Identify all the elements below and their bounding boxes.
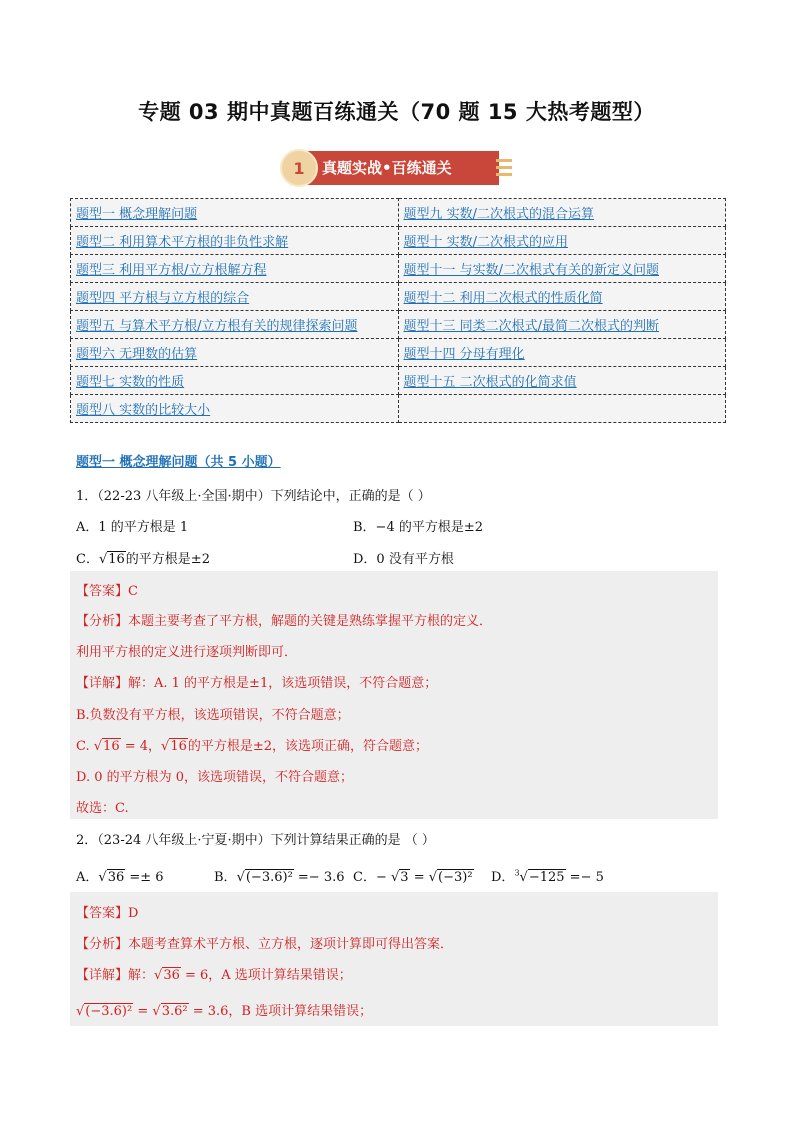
q1-conclusion: 故选：C. [76,801,129,816]
q2-option-c-mid: = [409,870,429,885]
radical-sign: √ [93,739,103,754]
toc-link[interactable]: 题型七 实数的性质 [76,375,185,390]
q1-detail-3-mid: = 4， [120,739,162,754]
q2-option-c [353,866,474,885]
q2-stem: 2．（23-24 八年级上·宁夏·期中）下列计算结果正确的是 （ ） [76,833,435,848]
toc-link[interactable]: 题型十二 利用二次根式的性质化简 [403,291,603,306]
q1-detail-3-prefix: C. [76,739,94,754]
q1-option-c [76,548,210,567]
radicand: 36 [163,968,180,983]
q1-option-b: B．−4 的平方根是±2 [353,520,484,535]
q1-detail-2: B.负数没有平方根，该选项错误，不符合题意； [76,708,350,723]
toc-link[interactable]: 题型十三 同类二次根式/最简二次根式的判断 [403,319,660,334]
radicand: (−3)² [438,870,473,885]
banner-number: 1 [280,149,318,187]
radical-sign: √ [236,870,245,885]
radicand: −125 [528,870,565,885]
q1-option-c-suffix: 的平方根是±2 [125,552,210,567]
q2-option-c-prefix: C．− [353,870,391,885]
banner-stripe [496,159,512,162]
q2-option-d-suffix: =− 5 [565,870,604,885]
q2-option-a [76,866,164,885]
section-heading-link[interactable]: 题型一 概念理解问题（共 5 小题） [76,455,281,470]
q2-option-a-prefix: A． [76,870,99,885]
root-index: 3 [514,868,520,878]
toc-link[interactable]: 题型五 与算术平方根/立方根有关的规律探索问题 [76,319,358,334]
radical-sign: √ [98,552,108,567]
toc-link[interactable]: 题型二 利用算术平方根的非负性求解 [76,235,289,250]
radical-sign: √ [152,1004,161,1019]
q1-analysis-1: 【分析】本题主要考查了平方根，解题的关键是熟练掌握平方根的定义． [76,614,493,629]
q1-answer: 【答案】C [76,584,138,599]
q1-detail-3 [76,735,428,754]
toc-table [70,198,726,423]
q2-detail-1-suffix: = 6，A 选项计算结果错误； [180,968,352,983]
q1-option-d: D．0 没有平方根 [353,552,454,567]
toc-link[interactable]: 题型三 利用平方根/立方根解方程 [76,263,267,278]
q1-stem: 1．（22-23 八年级上·全国·期中）下列结论中，正确的是（ ） [76,489,431,504]
radical-sign: √ [154,968,163,983]
radical-sign: √ [519,870,528,885]
q2-detail-1 [76,964,352,983]
q2-option-d-prefix: D． [491,870,515,885]
banner-stripe [496,166,512,169]
q2-option-b-prefix: B． [214,870,237,885]
radicand: 3.6² [161,1004,188,1019]
page-title: 专题 03 期中真题百练通关（70 题 15 大热考题型） [138,100,655,124]
toc-link[interactable]: 题型十 实数/二次根式的应用 [403,235,569,250]
toc-link[interactable]: 题型一 概念理解问题 [76,207,198,222]
toc-link[interactable]: 题型八 实数的比较大小 [76,403,211,418]
q1-analysis-2: 利用平方根的定义进行逐项判断即可． [76,645,298,660]
toc-link[interactable]: 题型十五 二次根式的化简求值 [403,375,577,390]
radical-sign: √ [428,870,438,885]
radicand: 36 [107,870,125,885]
radical-sign: √ [76,1004,85,1019]
q1-detail-1: 【详解】解：A. 1 的平方根是±1，该选项错误，不符合题意； [76,676,438,691]
q2-option-a-suffix: =± 6 [125,870,164,885]
toc-link[interactable]: 题型十一 与实数/二次根式有关的新定义问题 [403,263,660,278]
toc-link[interactable]: 题型十四 分母有理化 [403,347,525,362]
radicand: 3 [400,870,409,885]
radical-sign: √ [161,739,170,754]
toc-link[interactable]: 题型四 平方根与立方根的综合 [76,291,250,306]
section-banner [280,149,520,187]
q2-detail-1-prefix: 【详解】解： [76,968,155,983]
radical-sign: √ [98,870,107,885]
q2-answer: 【答案】D [76,906,139,921]
radicand: (−3.6)² [85,1004,133,1019]
radical-sign: √ [390,870,400,885]
radicand: (−3.6)² [245,870,293,885]
q1-detail-4: D. 0 的平方根为 0，该选项错误，不符合题意； [76,770,354,785]
q2-analysis: 【分析】本题考查算术平方根、立方根，逐项计算即可得出答案． [76,937,454,952]
q1-option-c-prefix: C． [76,552,99,567]
q2-detail-2 [76,1000,372,1019]
banner-label: 真题实战•百练通关 [322,159,452,177]
q2-option-b [214,866,345,885]
toc-link[interactable]: 题型九 实数/二次根式的混合运算 [403,207,595,222]
q2-option-d [491,866,604,885]
radicand: 16 [170,739,187,754]
radicand: 16 [108,552,125,567]
q2-detail-2-suffix: = 3.6，B 选项计算结果错误； [188,1004,373,1019]
q1-detail-3-suffix: 的平方根是±2，该选项正确，符合题意； [187,739,429,754]
q1-option-a: A．1 的平方根是 1 [76,520,189,535]
toc-link[interactable]: 题型六 无理数的估算 [76,347,198,362]
q2-option-b-suffix: =− 3.6 [293,870,345,885]
q2-detail-2-mid: = [133,1004,153,1019]
banner-stripe [496,173,512,176]
toc-empty-cell [398,395,726,423]
radicand: 16 [103,739,120,754]
